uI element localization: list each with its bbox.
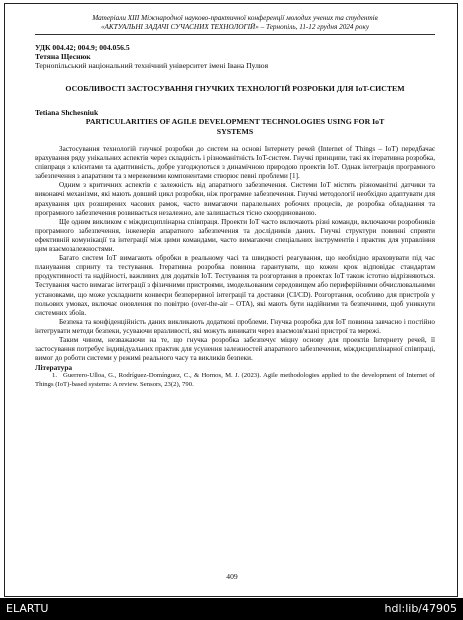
body-paragraph: Ще одним викликом є міждисциплінарна співпраця. Проекти IoT часто включають різні команди, включаючи розробників програмного забезпечення, інженерів апаратного забезпечення та дослідників даних. Гнучкі структури повинні сприяти ефективній комунікації та інтеграції між цими командами, часто вимагаючи спеціальних інструментів і практик для управління цим взаємозалежностями.: [35, 217, 435, 254]
author-affiliation: Тернопільський національний технічний університет імені Івана Пулюя: [35, 61, 269, 70]
references-heading: Література: [35, 363, 73, 373]
body-paragraph: Таким чином, незважаючи на те, що гнучка розробка забезпечує міцну основу для проектів Інтернету речей, її застосування потребує індивідуальних практик для усунення залежностей апаратного забезпечення, міждисциплінарної співпраці, вимог до роботи системи у режимі реального часу та викликів безпеки.: [35, 335, 435, 363]
paper-body: [35, 145, 435, 363]
page-number: 409: [226, 572, 238, 581]
page-frame: [4, 3, 458, 597]
page-content: [35, 14, 435, 389]
repository-footer: [0, 598, 463, 620]
conference-header: [35, 14, 435, 35]
body-paragraph: Багато систем IoT вимагають обробки в реальному часі та швидкості реагування, що необхідно враховувати під час планування спринту та тестування. Ітеративна розробка повинна гарантувати, що кожен крок відповідає стандартам продуктивності та надійності, важливих для додатків IoT. Тестування та розгортання в проектах IoT також істотно відрізняються. Тестування часто вимагає інтеграції з фізичними пристроями, змодельованим середовищем або периферійними обчислювальними установками, що може ускладнити конвеєри безперервної інтеграції та доставки (CI/CD). Розгортання, особливо для пристроїв у польових умовах, включає оновлення по повітрю (over-the-air – OTA), які мають бути надійними та безпечними, щоб уникнути системних збоїв.: [35, 254, 435, 317]
conference-header-line2: «АКТУАЛЬНІ ЗАДАЧІ СУЧАСНИХ ТЕХНОЛОГІЙ» – Тернопіль, 11-12 грудня 2024 року: [100, 23, 370, 31]
reference-item: [35, 372, 435, 389]
body-paragraph: Одним з критичних аспектів є залежність від апаратного забезпечення. Системи IoT містять різноманітні датчики та виконавчі механізми, які мають довший цикл розробки, ніж програмне забезпечення. Гнучкі методології необхідно адаптувати для врахування цих розширених часових рамок, часто вимагаючи паралельних робочих процесів, де розробка обладнання та програмного забезпечення розвивається незалежно, але залишається тісно скоординованою.: [35, 181, 435, 217]
paper-title-en: PARTICULARITIES OF AGILE DEVELOPMENT TECHNOLOGIES USING FOR IoT SYSTEMS: [85, 117, 385, 136]
author-name-uk: Тетяна Щеснюк: [35, 52, 91, 61]
reference-text: Guerrero-Ulloa, G., Rodríguez-Domínguez, C., & Hornos, M. J. (2023). Agile methodologies applied to the development of Internet of Things (IoT)-based systems: A review. Sensors, 23(2), 790.: [35, 372, 435, 388]
reference-number: 1.: [51, 372, 57, 380]
author-name-en: Tetiana Shchesniuk: [35, 108, 99, 117]
handle-link[interactable]: hdl:lib/47905: [384, 602, 457, 615]
repository-name[interactable]: ELARTU: [6, 602, 49, 615]
paper-title-uk: ОСОБЛИВОСТІ ЗАСТОСУВАННЯ ГНУЧКИХ ТЕХНОЛОГІЙ РОЗРОБКИ ДЛЯ IoT-СИСТЕМ: [65, 84, 405, 93]
udc-code: УДК 004.42; 004.9; 004.056.5: [35, 43, 130, 52]
body-paragraph: Безпека та конфіденційність даних викликають додаткові проблеми. Гнучка розробка для IoT повинна завчасно і постійно інтегрувати методи безпеки, усуваючи вразливості, які можуть виникати через взаємозв'язані пристрої та мережі.: [35, 317, 435, 335]
conference-header-line1: Матеріали XIII Міжнародної науково-практичної конференції молодих учених та студентів: [92, 14, 378, 22]
body-paragraph: Застосування технологій гнучкої розробки до систем на основі Інтернету речей (Internet of Things – IoT) передбачає врахування ряду унікальних аспектів через складність і різноманітність IoT-систем. Гнучкі принципи, такі як ітеративна розробка, співпраця з клієнтами та адаптивність, добре узгоджуються з динамічною природою проектів IoT. Однак інтеграція програмного забезпечення з апаратним та з мережевими компонентами створює певні проблеми [1].: [35, 145, 435, 181]
